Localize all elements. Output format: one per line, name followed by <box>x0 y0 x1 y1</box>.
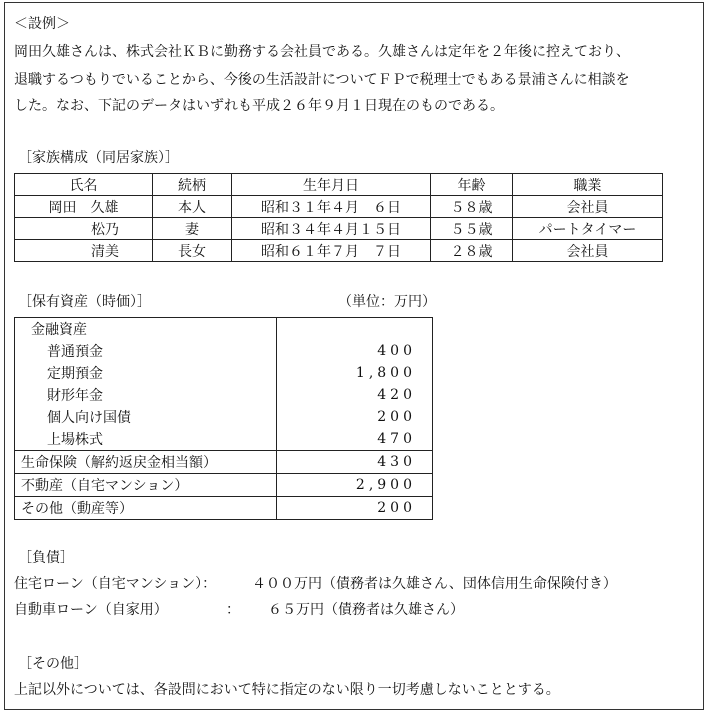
cell-relation: 本人 <box>153 196 232 218</box>
cell-birthdate: 昭和６１年７月 ７日 <box>232 240 431 262</box>
table-row <box>15 362 433 384</box>
other-text: 上記以外については、各設問において特に指定のない限り一切考慮しないこととする。 <box>14 682 560 698</box>
cell-name: 岡田 久雄 <box>15 196 153 218</box>
table-row <box>15 428 433 451</box>
family-title: ［家族構成（同居家族）］ <box>18 150 179 166</box>
asset-label: 普通預金 <box>15 340 277 362</box>
cell-birthdate: 昭和３４年４月１５日 <box>232 218 431 240</box>
table-row <box>15 384 433 406</box>
asset-label: 定期預金 <box>15 362 277 384</box>
table-row <box>15 406 433 428</box>
liability-car-sep: ： <box>226 602 240 618</box>
financial-assets-label: 金融資産 <box>15 318 277 341</box>
asset-label: 財形年金 <box>15 384 277 406</box>
asset-label: 不動産（自宅マンション） <box>15 474 277 497</box>
table-row <box>15 340 433 362</box>
table-row <box>15 497 433 520</box>
asset-value: 400 <box>277 340 433 362</box>
cell-relation: 長女 <box>153 240 232 262</box>
intro-line-3: した。なお、下記のデータはいずれも平成２６年９月１日現在のものである。 <box>14 98 504 114</box>
liabilities-title: ［負債］ <box>18 550 74 566</box>
cell-name: 松乃 <box>15 218 153 240</box>
cell-name: 清美 <box>15 240 153 262</box>
asset-value: 470 <box>277 428 433 451</box>
asset-value: 200 <box>277 406 433 428</box>
cell-occupation: 会社員 <box>513 240 663 262</box>
asset-label: 上場株式 <box>15 428 277 451</box>
intro-line-1: 岡田久雄さんは、株式会社ＫＢに勤務する会社員である。久雄さんは定年を２年後に控えており、 <box>14 44 630 60</box>
asset-label: その他（動産等） <box>15 497 277 520</box>
table-row <box>15 196 663 218</box>
family-header-row <box>15 174 663 196</box>
cell-age: ５８歳 <box>431 196 513 218</box>
cell-age: ２８歳 <box>431 240 513 262</box>
table-row <box>15 218 663 240</box>
asset-value: 420 <box>277 384 433 406</box>
table-row <box>15 240 663 262</box>
liability-car-detail: ６５万円（債務者は久雄さん） <box>268 602 464 618</box>
table-row <box>15 318 433 341</box>
heading: ＜設例＞ <box>14 16 70 32</box>
other-title: ［その他］ <box>18 656 88 672</box>
asset-value: 200 <box>277 497 433 520</box>
header-occupation: 職業 <box>513 174 663 196</box>
header-relation: 続柄 <box>153 174 232 196</box>
assets-unit: （単位：万円） <box>338 294 436 310</box>
table-row <box>15 451 433 474</box>
intro-line-2: 退職するつもりでいることから、今後の生活設計についてＦＰで税理士でもある景浦さんに相談を <box>14 72 630 88</box>
assets-table <box>14 317 433 520</box>
header-age: 年齢 <box>431 174 513 196</box>
cell-age: ５５歳 <box>431 218 513 240</box>
assets-title: ［保有資産（時価）］ <box>18 294 151 310</box>
asset-label: 生命保険（解約返戻金相当額） <box>15 451 277 474</box>
empty-cell <box>277 318 433 341</box>
asset-value: 430 <box>277 451 433 474</box>
asset-value: 2,900 <box>277 474 433 497</box>
cell-occupation: パートタイマー <box>513 218 663 240</box>
family-table <box>14 173 663 262</box>
cell-relation: 妻 <box>153 218 232 240</box>
liability-car-label: 自動車ローン（自家用） <box>14 602 168 618</box>
cell-occupation: 会社員 <box>513 196 663 218</box>
asset-value: 1,800 <box>277 362 433 384</box>
liability-housing-label: 住宅ローン（自宅マンション）： <box>14 576 217 592</box>
header-birthdate: 生年月日 <box>232 174 431 196</box>
asset-label: 個人向け国債 <box>15 406 277 428</box>
cell-birthdate: 昭和３１年４月 ６日 <box>232 196 431 218</box>
header-name: 氏名 <box>15 174 153 196</box>
liability-housing-detail: ４００万円（債務者は久雄さん、団体信用生命保険付き） <box>252 576 617 592</box>
table-row <box>15 474 433 497</box>
